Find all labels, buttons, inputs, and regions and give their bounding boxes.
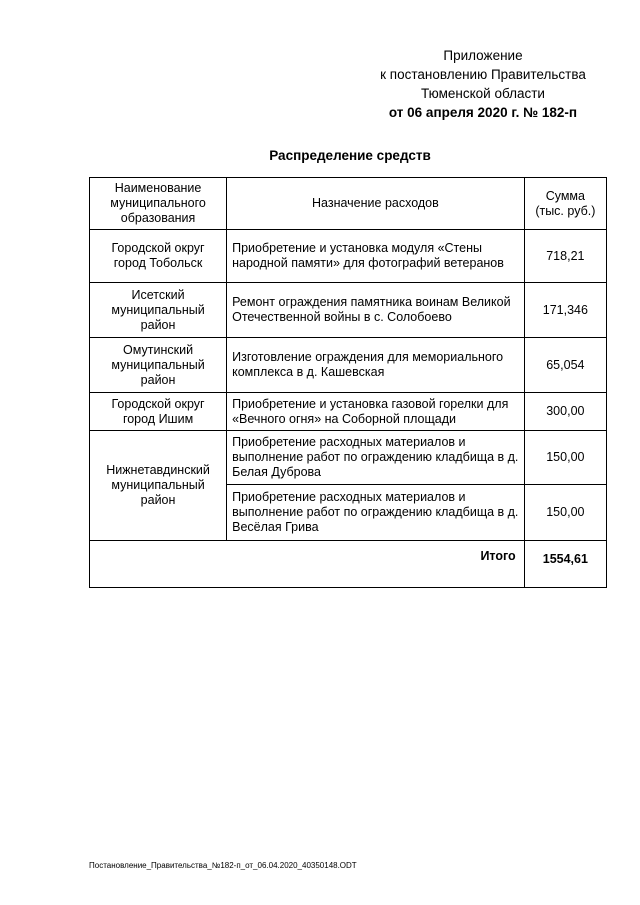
cell-sum: 171,346: [524, 283, 606, 338]
header-sum: Сумма (тыс. руб.): [524, 178, 606, 230]
file-footer: Постановление_Правительства_№182-п_от_06.04.2020_40350148.ODT: [89, 861, 357, 870]
table-header-row: [90, 178, 607, 230]
cell-municipality: Городской округ город Ишим: [90, 393, 227, 431]
header-municipality: Наименование муниципального образования: [90, 178, 227, 230]
cell-purpose: Приобретение и установка газовой горелки для «Вечного огня» на Соборной площади: [227, 393, 525, 431]
cell-sum: 150,00: [524, 431, 606, 485]
table-row: [90, 230, 607, 283]
table-row: [90, 338, 607, 393]
cell-sum: 65,054: [524, 338, 606, 393]
cell-municipality: Омутинский муниципальный район: [90, 338, 227, 393]
cell-purpose: Ремонт ограждения памятника воинам Великой Отечественной войны в с. Солобоево: [227, 283, 525, 338]
table-row: [90, 393, 607, 431]
cell-purpose: Изготовление ограждения для мемориального комплекса в д. Кашевская: [227, 338, 525, 393]
cell-municipality: Нижнетавдинский муниципальный район: [90, 431, 227, 541]
cell-sum: 300,00: [524, 393, 606, 431]
cell-municipality: Городской округ город Тобольск: [90, 230, 227, 283]
document-header: [360, 46, 606, 122]
header-purpose: Назначение расходов: [227, 178, 525, 230]
total-label: Итого: [90, 541, 525, 588]
cell-purpose: Приобретение и установка модуля «Стены народной памяти» для фотографий ветеранов: [227, 230, 525, 283]
cell-sum: 150,00: [524, 485, 606, 541]
table-row: [90, 283, 607, 338]
cell-sum: 718,21: [524, 230, 606, 283]
table-row: [90, 431, 607, 485]
cell-purpose: Приобретение расходных материалов и выполнение работ по ограждению кладбища в д. Весёлая Грива: [227, 485, 525, 541]
cell-purpose: Приобретение расходных материалов и выполнение работ по ограждению кладбища в д. Белая Дуброва: [227, 431, 525, 485]
header-date: от 06 апреля 2020 г. № 182-п: [388, 105, 578, 120]
header-resolution: к постановлению Правительства: [380, 67, 586, 82]
header-region: Тюменской области: [421, 86, 545, 101]
document-title: Распределение средств: [269, 148, 431, 163]
allocation-table: [89, 177, 607, 588]
cell-municipality: Исетский муниципальный район: [90, 283, 227, 338]
header-appendix: Приложение: [443, 48, 523, 63]
table-total-row: [90, 541, 607, 588]
total-value: 1554,61: [524, 541, 606, 588]
